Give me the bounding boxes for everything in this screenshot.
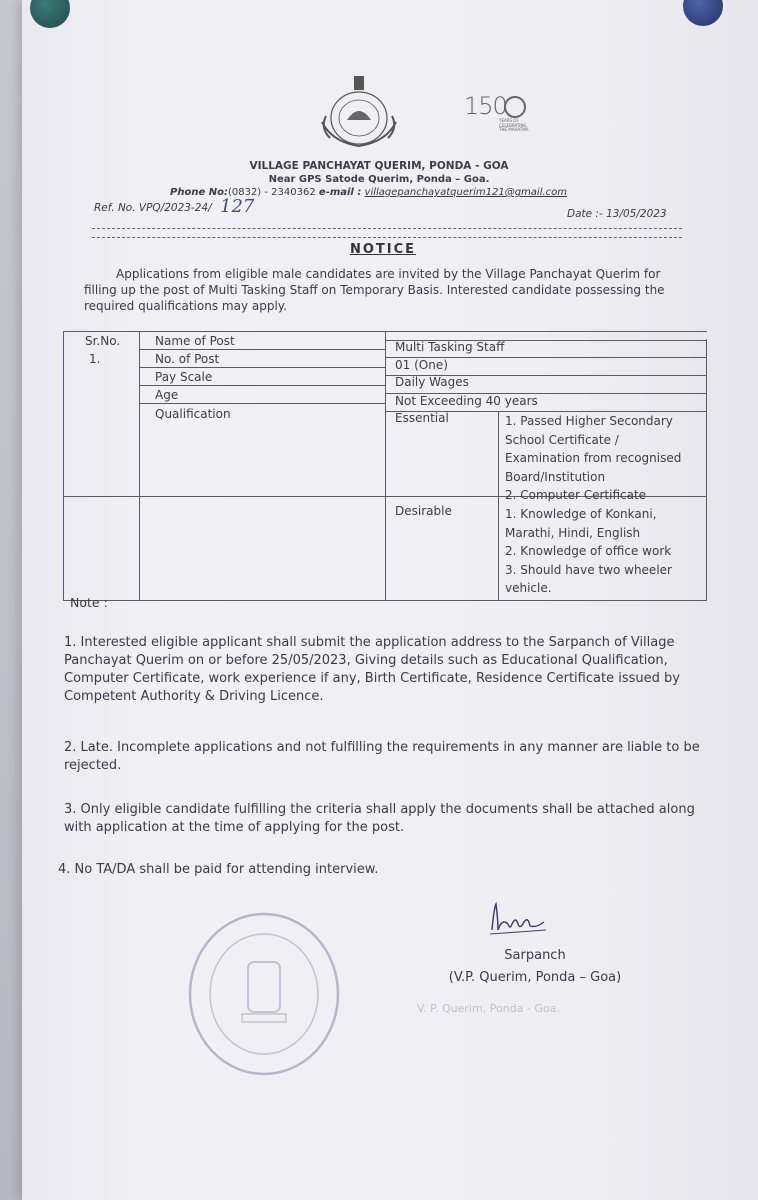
row-value: Not Exceeding 40 years: [395, 394, 538, 408]
email-link[interactable]: villagepanchayatquerim121@gmail.com: [364, 187, 568, 198]
sr-no-header: Sr.No.: [85, 334, 121, 348]
reference-number: Ref. No. VPQ/2023-24/: [94, 202, 212, 214]
sr-no-value: 1.: [89, 352, 101, 366]
phone-label: Phone No:: [170, 187, 228, 198]
row-value: Multi Tasking Staff: [395, 340, 505, 354]
essential-qualifications: [505, 412, 700, 505]
row-label: Pay Scale: [155, 370, 213, 384]
note-item: 1. Interested eligible applicant shall submit the application address to the Sarpanch of Village Panchayat Querim on or before 25/05/2023, Giving details such as Educational Qualification, Computer Certificate, work experience if any, Birth Certificate, Residence Certificate issued by Competent Authority & Driving Licence.: [64, 635, 680, 704]
desirable-line: 1. Knowledge of Konkani,: [505, 507, 657, 521]
office-name: VILLAGE PANCHAYAT QUERIM, PONDA - GOA: [249, 160, 509, 172]
note-label: Note :: [70, 595, 108, 610]
notice-title: NOTICE: [350, 242, 417, 257]
essential-line: 2. Computer Certificate: [505, 488, 647, 502]
email-label: e-mail :: [318, 187, 362, 198]
desirable-label: Desirable: [395, 504, 452, 518]
office-address: Near GPS Satode Querim, Ponda – Goa.: [268, 174, 490, 185]
gandhi-logo-caption: YEARS OF CELEBRATING THE MAHATMA: [499, 118, 529, 132]
sarpanch-office: (V.P. Querim, Ponda – Goa): [448, 970, 622, 985]
desirable-line: vehicle.: [505, 581, 552, 595]
desirable-qualifications: [505, 505, 700, 598]
row-value: Daily Wages: [395, 375, 469, 389]
handwritten-ref-number: 127: [220, 196, 255, 217]
essential-line: 1. Passed Higher Secondary: [505, 414, 673, 428]
essential-line: Examination from recognised: [505, 451, 682, 465]
notice-date: Date :- 13/05/2023: [567, 208, 667, 220]
qualification-label: Qualification: [155, 407, 231, 421]
desirable-line: 2. Knowledge of office work: [505, 544, 672, 558]
note-item: 2. Late. Incomplete applications and not fulfilling the requirements in any manner are liable to be rejected.: [64, 740, 700, 773]
essential-line: School Certificate /: [505, 432, 619, 447]
essential-label: Essential: [395, 411, 449, 425]
faint-stamp-text: V. P. Querim, Ponda - Goa.: [417, 1002, 560, 1015]
phone-number: (0832) - 2340362: [227, 187, 316, 198]
note-item: 3. Only eligible candidate fulfilling the criteria shall apply the documents shall be attached along with application at the time of applying for the post.: [64, 802, 695, 835]
goa-government-emblem-icon: [312, 72, 407, 152]
desirable-line: 3. Should have two wheeler: [505, 562, 672, 577]
signature-icon: [484, 900, 554, 940]
row-label: Name of Post: [155, 334, 235, 348]
row-label: Age: [155, 388, 179, 402]
desirable-line: Marathi, Hindi, English: [505, 525, 641, 540]
sarpanch-title: Sarpanch: [504, 948, 566, 963]
row-label: No. of Post: [155, 352, 220, 366]
double-divider: [92, 228, 682, 238]
note-item: 4. No TA/DA shall be paid for attending interview.: [58, 862, 379, 877]
row-value: 01 (One): [395, 358, 448, 372]
gandhi-150-logo: [464, 92, 544, 152]
panchayat-seal-icon: [186, 910, 342, 1078]
essential-line: Board/Institution: [505, 469, 606, 484]
gandhi-logo-number: 150: [464, 92, 507, 120]
post-details-table: [63, 331, 707, 601]
notice-intro: Applications from eligible male candidates are invited by the Village Panchayat Querim for filling up the post of Multi Tasking Staff on Temporary Basis. Interested candidate possessing the required qualifications may apply.: [84, 267, 665, 313]
